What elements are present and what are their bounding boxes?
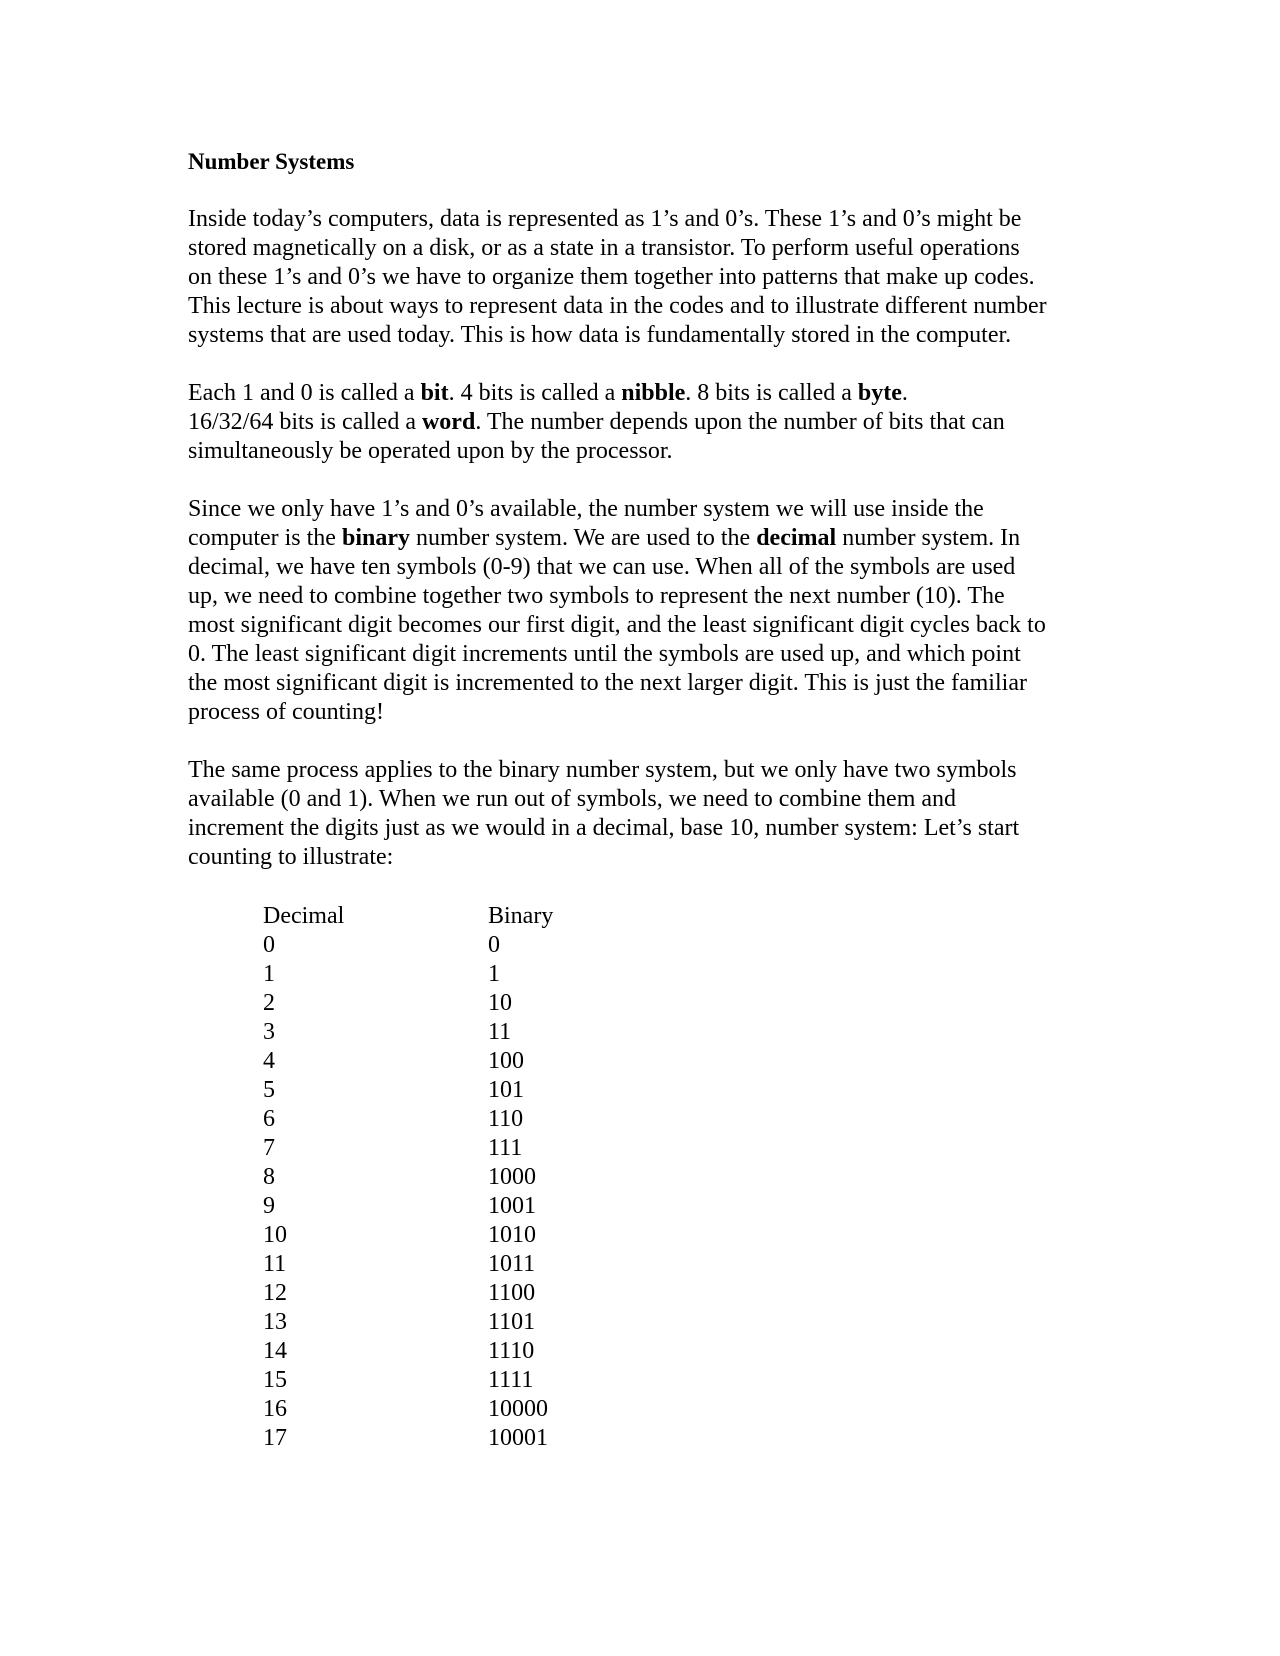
decimal-cell: 7 [263, 1135, 275, 1161]
paragraph-line: 0. The least significant digit increments until the symbols are used up, and which point [188, 641, 1021, 667]
decimal-cell: 5 [263, 1077, 275, 1103]
table-row [263, 1337, 688, 1366]
text-run: Each 1 and 0 is called a [188, 380, 421, 406]
binary-cell: 1111 [488, 1367, 534, 1393]
text-run: number system. In [836, 525, 1021, 551]
text-run: number system. We are used to the [409, 525, 757, 551]
binary-cell: 10001 [488, 1425, 548, 1451]
paragraph-line: stored magnetically on a disk, or as a state in a transistor. To perform useful operations [188, 235, 1020, 261]
paragraph-line [188, 379, 1108, 408]
decimal-cell: 15 [263, 1367, 287, 1393]
paragraph-line: This lecture is about ways to represent data in the codes and to illustrate different number [188, 293, 1047, 319]
table-row [263, 1424, 688, 1453]
paragraph-line: Since we only have 1’s and 0’s available, the number system we will use inside the [188, 496, 984, 522]
text-run: computer is the [188, 525, 342, 551]
paragraph-line: simultaneously be operated upon by the processor. [188, 438, 673, 464]
paragraph-line [188, 408, 1108, 437]
decimal-cell: 13 [263, 1309, 287, 1335]
binary-cell: 100 [488, 1048, 524, 1074]
decimal-cell: 2 [263, 990, 275, 1016]
term-binary: binary [341, 525, 410, 551]
column-header-binary: Binary [488, 903, 554, 929]
binary-cell: 110 [488, 1106, 524, 1132]
decimal-cell: 16 [263, 1396, 287, 1422]
term-decimal: decimal [756, 525, 837, 551]
term-byte: byte [857, 380, 902, 406]
decimal-cell: 17 [263, 1425, 287, 1451]
decimal-cell: 6 [263, 1106, 275, 1132]
term-bit: bit [420, 380, 449, 406]
paragraph-line: most significant digit becomes our first digit, and the least significant digit cycles back to [188, 612, 1046, 638]
text-run: 16/32/64 bits is called a [188, 409, 422, 435]
column-header-decimal: Decimal [263, 903, 345, 929]
table-row [263, 1221, 688, 1250]
paragraph-line: process of counting! [188, 699, 384, 725]
decimal-cell: 9 [263, 1193, 275, 1219]
decimal-cell: 14 [263, 1338, 287, 1364]
decimal-cell: 3 [263, 1019, 275, 1045]
paragraph-line: the most significant digit is incremented to the next larger digit. This is just the familiar [188, 670, 1027, 696]
paragraph-line: increment the digits just as we would in a decimal, base 10, number system: Let’s start [188, 815, 1020, 841]
table-row [263, 1279, 688, 1308]
binary-cell: 10 [488, 990, 512, 1016]
decimal-binary-table [263, 902, 688, 1453]
paragraph-line [188, 524, 1108, 553]
table-row [263, 1192, 688, 1221]
table-row [263, 1395, 688, 1424]
paragraph-counting [188, 756, 1108, 872]
paragraph-line: counting to illustrate: [188, 844, 394, 870]
decimal-cell: 10 [263, 1222, 287, 1248]
table-row [263, 960, 688, 989]
binary-cell: 1 [488, 961, 500, 987]
table-row [263, 1018, 688, 1047]
document-page [188, 147, 1108, 1451]
binary-cell: 1000 [488, 1164, 536, 1190]
binary-cell: 1010 [488, 1222, 536, 1248]
table-row [263, 1250, 688, 1279]
text-run: . [901, 380, 908, 406]
paragraph-bits [188, 379, 1108, 466]
decimal-cell: 1 [263, 961, 275, 987]
binary-cell: 101 [488, 1077, 524, 1103]
table-row [263, 989, 688, 1018]
decimal-cell: 0 [263, 932, 275, 958]
term-nibble: nibble [621, 380, 686, 406]
paragraph-line: on these 1’s and 0’s we have to organize them together into patterns that make up codes. [188, 264, 1035, 290]
paragraph-line: Inside today’s computers, data is represented as 1’s and 0’s. These 1’s and 0’s might be [188, 206, 1022, 232]
binary-cell: 10000 [488, 1396, 548, 1422]
paragraph-line: up, we need to combine together two symbols to represent the next number (10). The [188, 583, 1005, 609]
table-row [263, 1366, 688, 1395]
table-row [263, 931, 688, 960]
decimal-cell: 12 [263, 1280, 287, 1306]
paragraph-binary [188, 495, 1108, 727]
table-row [263, 1134, 688, 1163]
binary-cell: 111 [488, 1135, 523, 1161]
binary-cell: 1011 [488, 1251, 536, 1277]
binary-cell: 1101 [488, 1309, 536, 1335]
term-word: word [421, 409, 476, 435]
table-header-row [263, 902, 688, 931]
binary-cell: 1001 [488, 1193, 536, 1219]
paragraph-line: The same process applies to the binary number system, but we only have two symbols [188, 757, 1017, 783]
table-row [263, 1105, 688, 1134]
binary-cell: 11 [488, 1019, 512, 1045]
paragraph-line: decimal, we have ten symbols (0-9) that we can use. When all of the symbols are used [188, 554, 1016, 580]
decimal-cell: 11 [263, 1251, 287, 1277]
table-row [263, 1047, 688, 1076]
table-row [263, 1076, 688, 1105]
paragraph-intro [188, 205, 1108, 350]
paragraph-line: systems that are used today. This is how data is fundamentally stored in the computer. [188, 322, 1012, 348]
text-run: . The number depends upon the number of bits that can [475, 409, 1005, 435]
text-run: . 8 bits is called a [685, 380, 858, 406]
table-row [263, 1163, 688, 1192]
text-run: . 4 bits is called a [448, 380, 622, 406]
table-row [263, 1308, 688, 1337]
binary-cell: 1110 [488, 1338, 535, 1364]
decimal-cell: 4 [263, 1048, 275, 1074]
decimal-cell: 8 [263, 1164, 275, 1190]
binary-cell: 1100 [488, 1280, 536, 1306]
binary-cell: 0 [488, 932, 500, 958]
paragraph-line: available (0 and 1). When we run out of symbols, we need to combine them and [188, 786, 957, 812]
page-title: Number Systems [188, 149, 355, 174]
